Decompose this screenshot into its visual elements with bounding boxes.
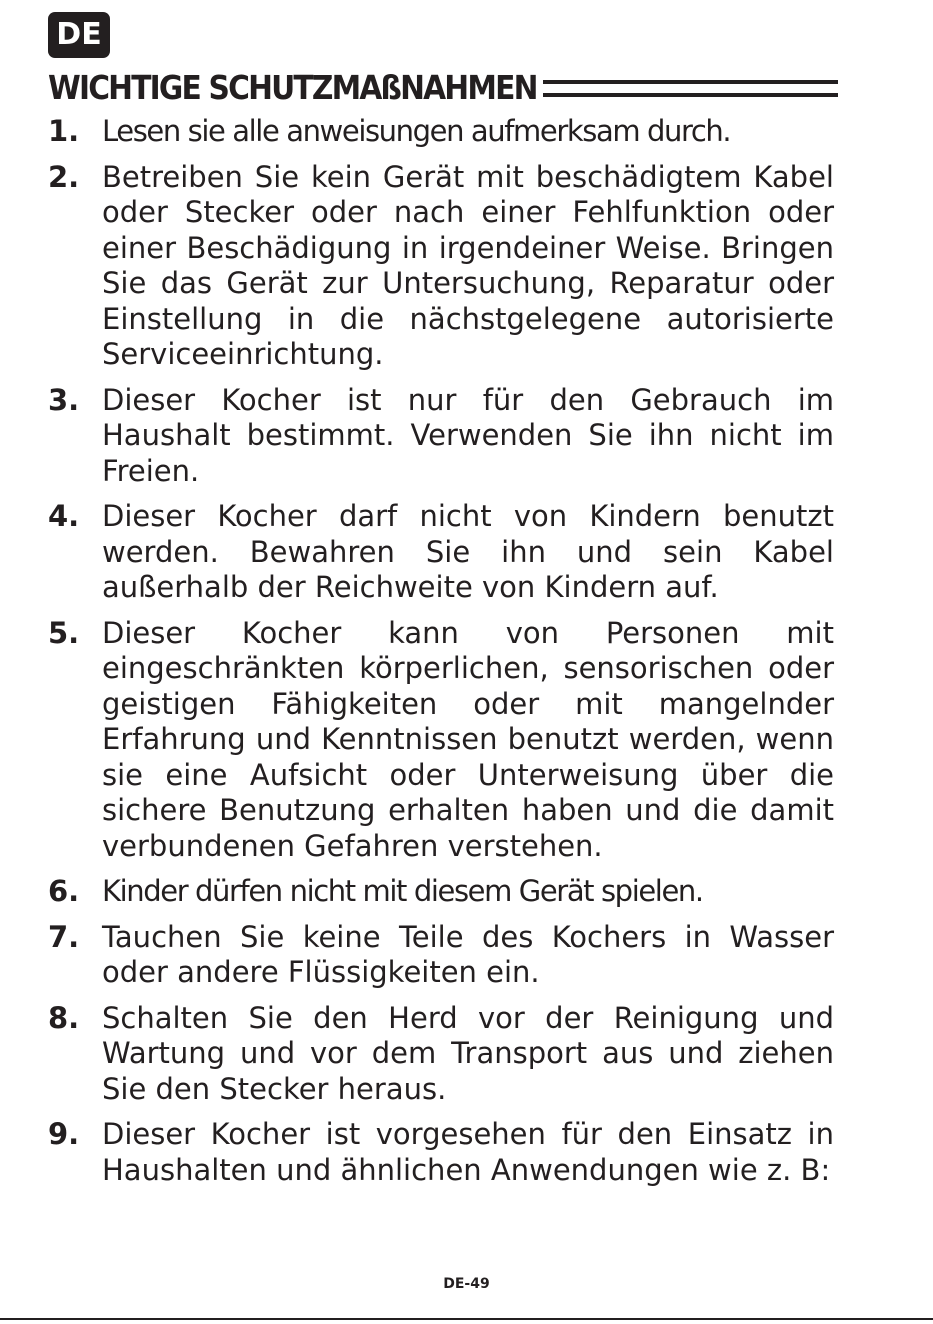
page-number: DE-49 bbox=[443, 1276, 490, 1292]
item-text: Schalten Sie den Herd vor der Reinigung und Wartung und vor dem Transport aus und ziehen Sie den Stecker heraus. bbox=[102, 1000, 834, 1106]
list-item bbox=[48, 160, 834, 373]
item-number: 2. bbox=[48, 159, 80, 194]
list-item bbox=[48, 1001, 834, 1108]
safety-instructions-list bbox=[48, 114, 834, 1198]
item-number: 6. bbox=[48, 874, 80, 908]
item-text: Dieser Kocher darf nicht von Kindern benutzt werden. Bewahren Sie ihn und sein Kabel außerhalb der Reichweite von Kindern auf. bbox=[102, 499, 834, 604]
item-number: 3. bbox=[48, 382, 80, 417]
item-number: 5. bbox=[48, 615, 80, 650]
item-number: 1. bbox=[48, 114, 80, 148]
item-number: 9. bbox=[48, 1117, 80, 1151]
list-item bbox=[48, 920, 834, 991]
language-badge: DE bbox=[48, 12, 110, 58]
bottom-rule bbox=[0, 1318, 933, 1320]
item-text: Dieser Kocher kann von Personen mit eingeschränkten körperlichen, sensorischen oder geistigen Fähigkeiten oder mit mangelnder Erfahrung und Kenntnissen benutzt werden, wenn sie eine Aufsicht oder Unterweisung über die sichere Benutzung erhalten haben und die damit verbundenen Gefahren verstehen. bbox=[102, 615, 834, 863]
list-item bbox=[48, 874, 834, 910]
item-text: Betreiben Sie kein Gerät mit beschädigtem Kabel oder Stecker oder nach einer Fehlfunktion oder einer Beschädigung in irgendeiner Weise. Bringen Sie das Gerät zur Untersuchung, Reparatur oder Einstellung in die nächstgelegene autorisierte Serviceeinrichtung. bbox=[102, 159, 834, 371]
list-item bbox=[48, 499, 834, 606]
item-text: Dieser Kocher ist nur für den Gebrauch im Haushalt bestimmt. Verwenden Sie ihn nicht im Freien. bbox=[102, 382, 834, 488]
list-item bbox=[48, 616, 834, 865]
heading-double-rule bbox=[543, 80, 838, 97]
item-text: Lesen sie alle anweisungen aufmerksam durch. bbox=[102, 114, 731, 148]
item-number: 8. bbox=[48, 1000, 80, 1035]
item-text: Tauchen Sie keine Teile des Kochers in Wasser oder andere Flüssigkeiten ein. bbox=[102, 919, 834, 989]
list-item bbox=[48, 383, 834, 490]
list-item bbox=[48, 1117, 834, 1188]
item-number: 4. bbox=[48, 499, 80, 533]
item-number: 7. bbox=[48, 919, 80, 954]
section-heading bbox=[48, 64, 838, 112]
list-item bbox=[48, 114, 834, 150]
item-text: Dieser Kocher ist vorgesehen für den Einsatz in Haushalten und ähnlichen Anwendungen wie z. B: bbox=[102, 1117, 834, 1187]
heading-title: WICHTIGE SCHUTZMAßNAHMEN bbox=[48, 68, 537, 107]
item-text: Kinder dürfen nicht mit diesem Gerät spielen. bbox=[102, 874, 703, 908]
